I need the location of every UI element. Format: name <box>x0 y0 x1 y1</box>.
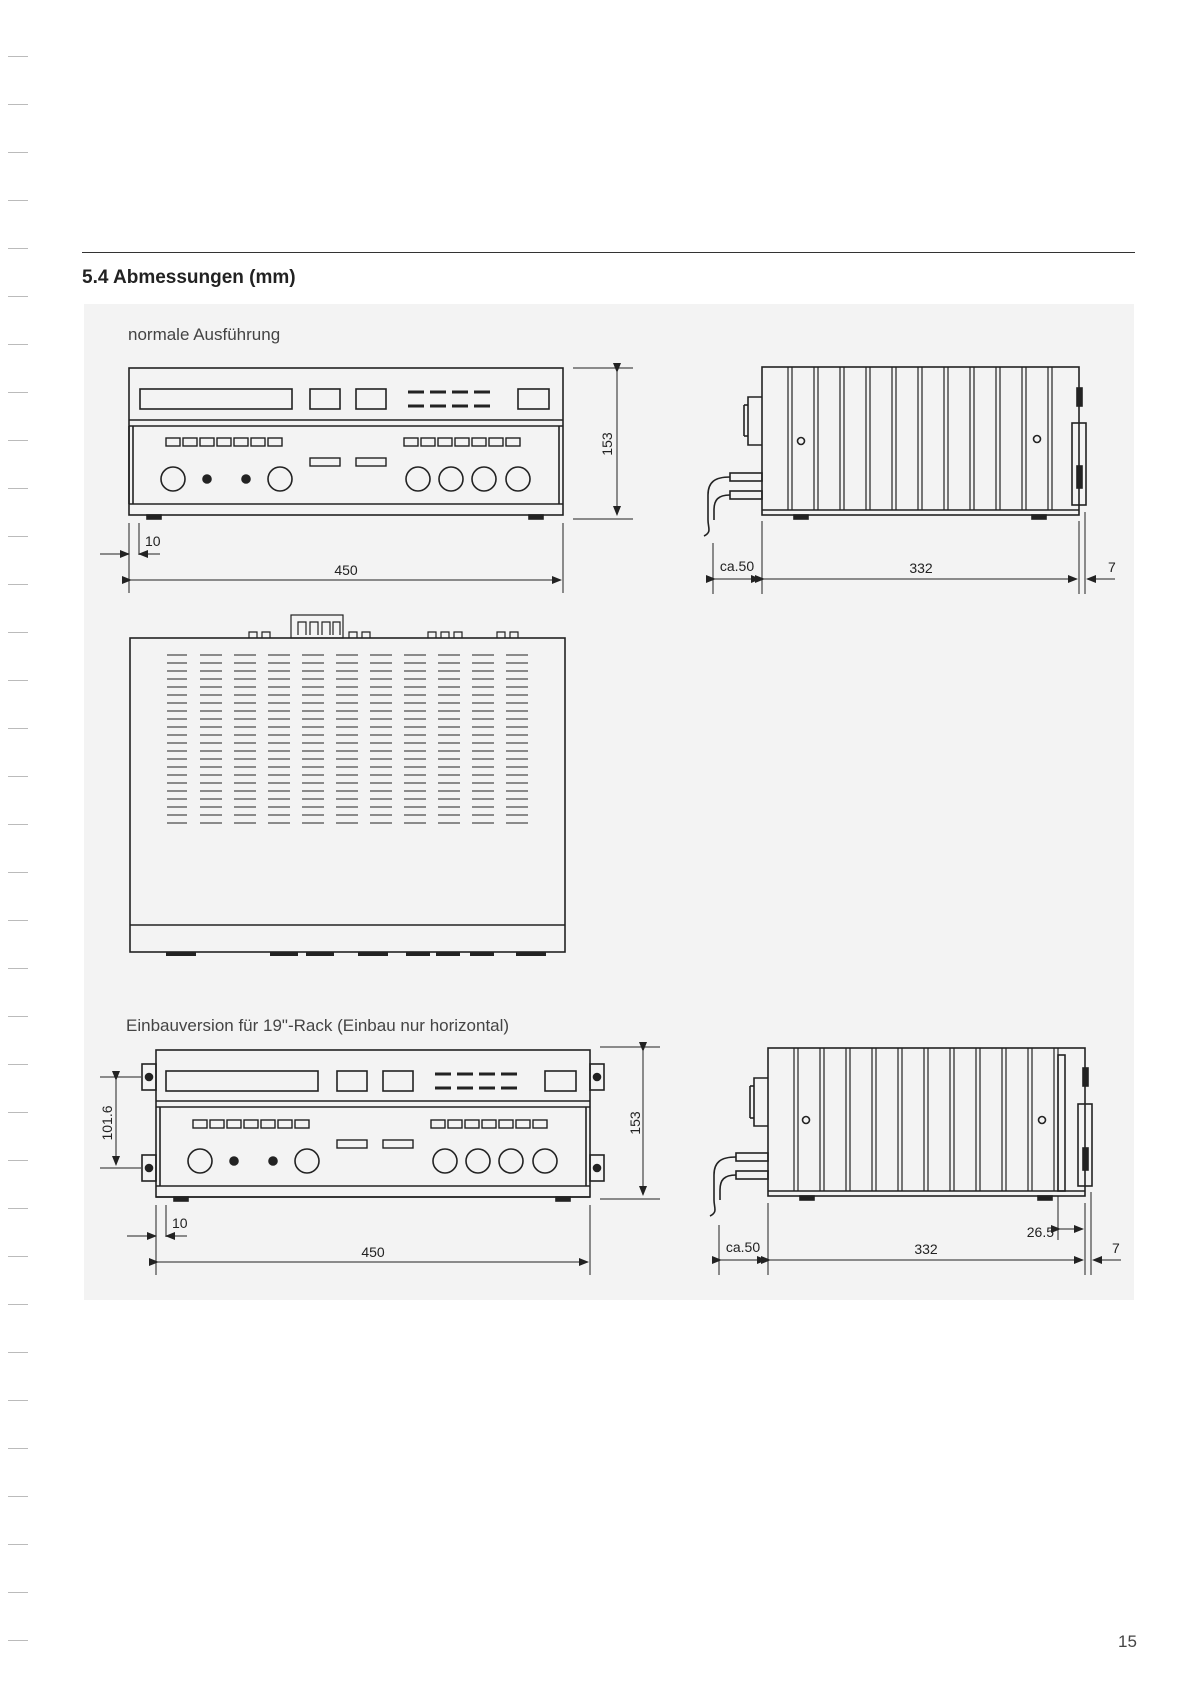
front-view-rack <box>142 1050 604 1201</box>
dim-rack-cable: ca.50 <box>725 1239 761 1255</box>
margin-tick <box>8 824 28 825</box>
dim-std-cable: ca.50 <box>719 558 755 574</box>
section-heading: 5.4 Abmessungen (mm) <box>82 267 296 288</box>
margin-tick <box>8 1448 28 1449</box>
margin-tick <box>8 1304 28 1305</box>
margin-tick <box>8 296 28 297</box>
margin-tick <box>8 200 28 201</box>
dim-std-height: 153 <box>599 432 615 456</box>
margin-tick <box>8 56 28 57</box>
margin-tick <box>8 1496 28 1497</box>
dim-std-offset: 10 <box>145 533 161 549</box>
margin-tick <box>8 1352 28 1353</box>
side-view-rack <box>710 1048 1092 1216</box>
margin-tick <box>8 680 28 681</box>
margin-tick <box>8 440 28 441</box>
dim-rack-height: 153 <box>627 1111 643 1135</box>
dim-rack-depth: 332 <box>914 1241 938 1257</box>
margin-tick <box>8 152 28 153</box>
dims-side-rack <box>719 1192 1121 1275</box>
margin-tick <box>8 968 28 969</box>
margin-tick <box>8 344 28 345</box>
margin-tick <box>8 728 28 729</box>
margin-tick <box>8 248 28 249</box>
margin-tick <box>8 392 28 393</box>
margin-tick <box>8 1592 28 1593</box>
margin-tick <box>8 1640 28 1641</box>
margin-tick <box>8 920 28 921</box>
caption-rack: Einbauversion für 19"-Rack (Einbau nur horizontal) <box>126 1016 510 1035</box>
margin-tick <box>8 872 28 873</box>
dim-rack-offset: 10 <box>172 1215 188 1231</box>
margin-tick <box>8 1400 28 1401</box>
margin-tick <box>8 632 28 633</box>
margin-tick <box>8 1208 28 1209</box>
caption-standard: normale Ausführung <box>128 325 281 344</box>
margin-tick <box>8 1544 28 1545</box>
front-view-standard <box>129 368 563 519</box>
page-number: 15 <box>1118 1632 1137 1651</box>
dims-front-standard <box>100 368 633 593</box>
dims-side-standard <box>713 512 1115 594</box>
margin-tick <box>8 584 28 585</box>
side-view-standard <box>704 367 1086 536</box>
dim-std-width: 450 <box>334 562 358 578</box>
margin-tick <box>8 536 28 537</box>
margin-tick <box>8 1256 28 1257</box>
margin-tick <box>8 104 28 105</box>
dim-std-knob: 7 <box>1108 559 1116 575</box>
dim-rack-ear: 26.5 <box>1026 1224 1054 1240</box>
dim-rack-knob: 7 <box>1112 1240 1120 1256</box>
margin-tick <box>8 1112 28 1113</box>
margin-tick <box>8 1160 28 1161</box>
dim-rack-bracket: 101.6 <box>99 1105 115 1141</box>
margin-tick <box>8 488 28 489</box>
margin-tick <box>8 1016 28 1017</box>
dim-std-depth: 332 <box>909 560 933 576</box>
dim-rack-width: 450 <box>361 1244 385 1260</box>
top-view-standard <box>130 615 565 956</box>
margin-tick <box>8 776 28 777</box>
margin-tick <box>8 1064 28 1065</box>
